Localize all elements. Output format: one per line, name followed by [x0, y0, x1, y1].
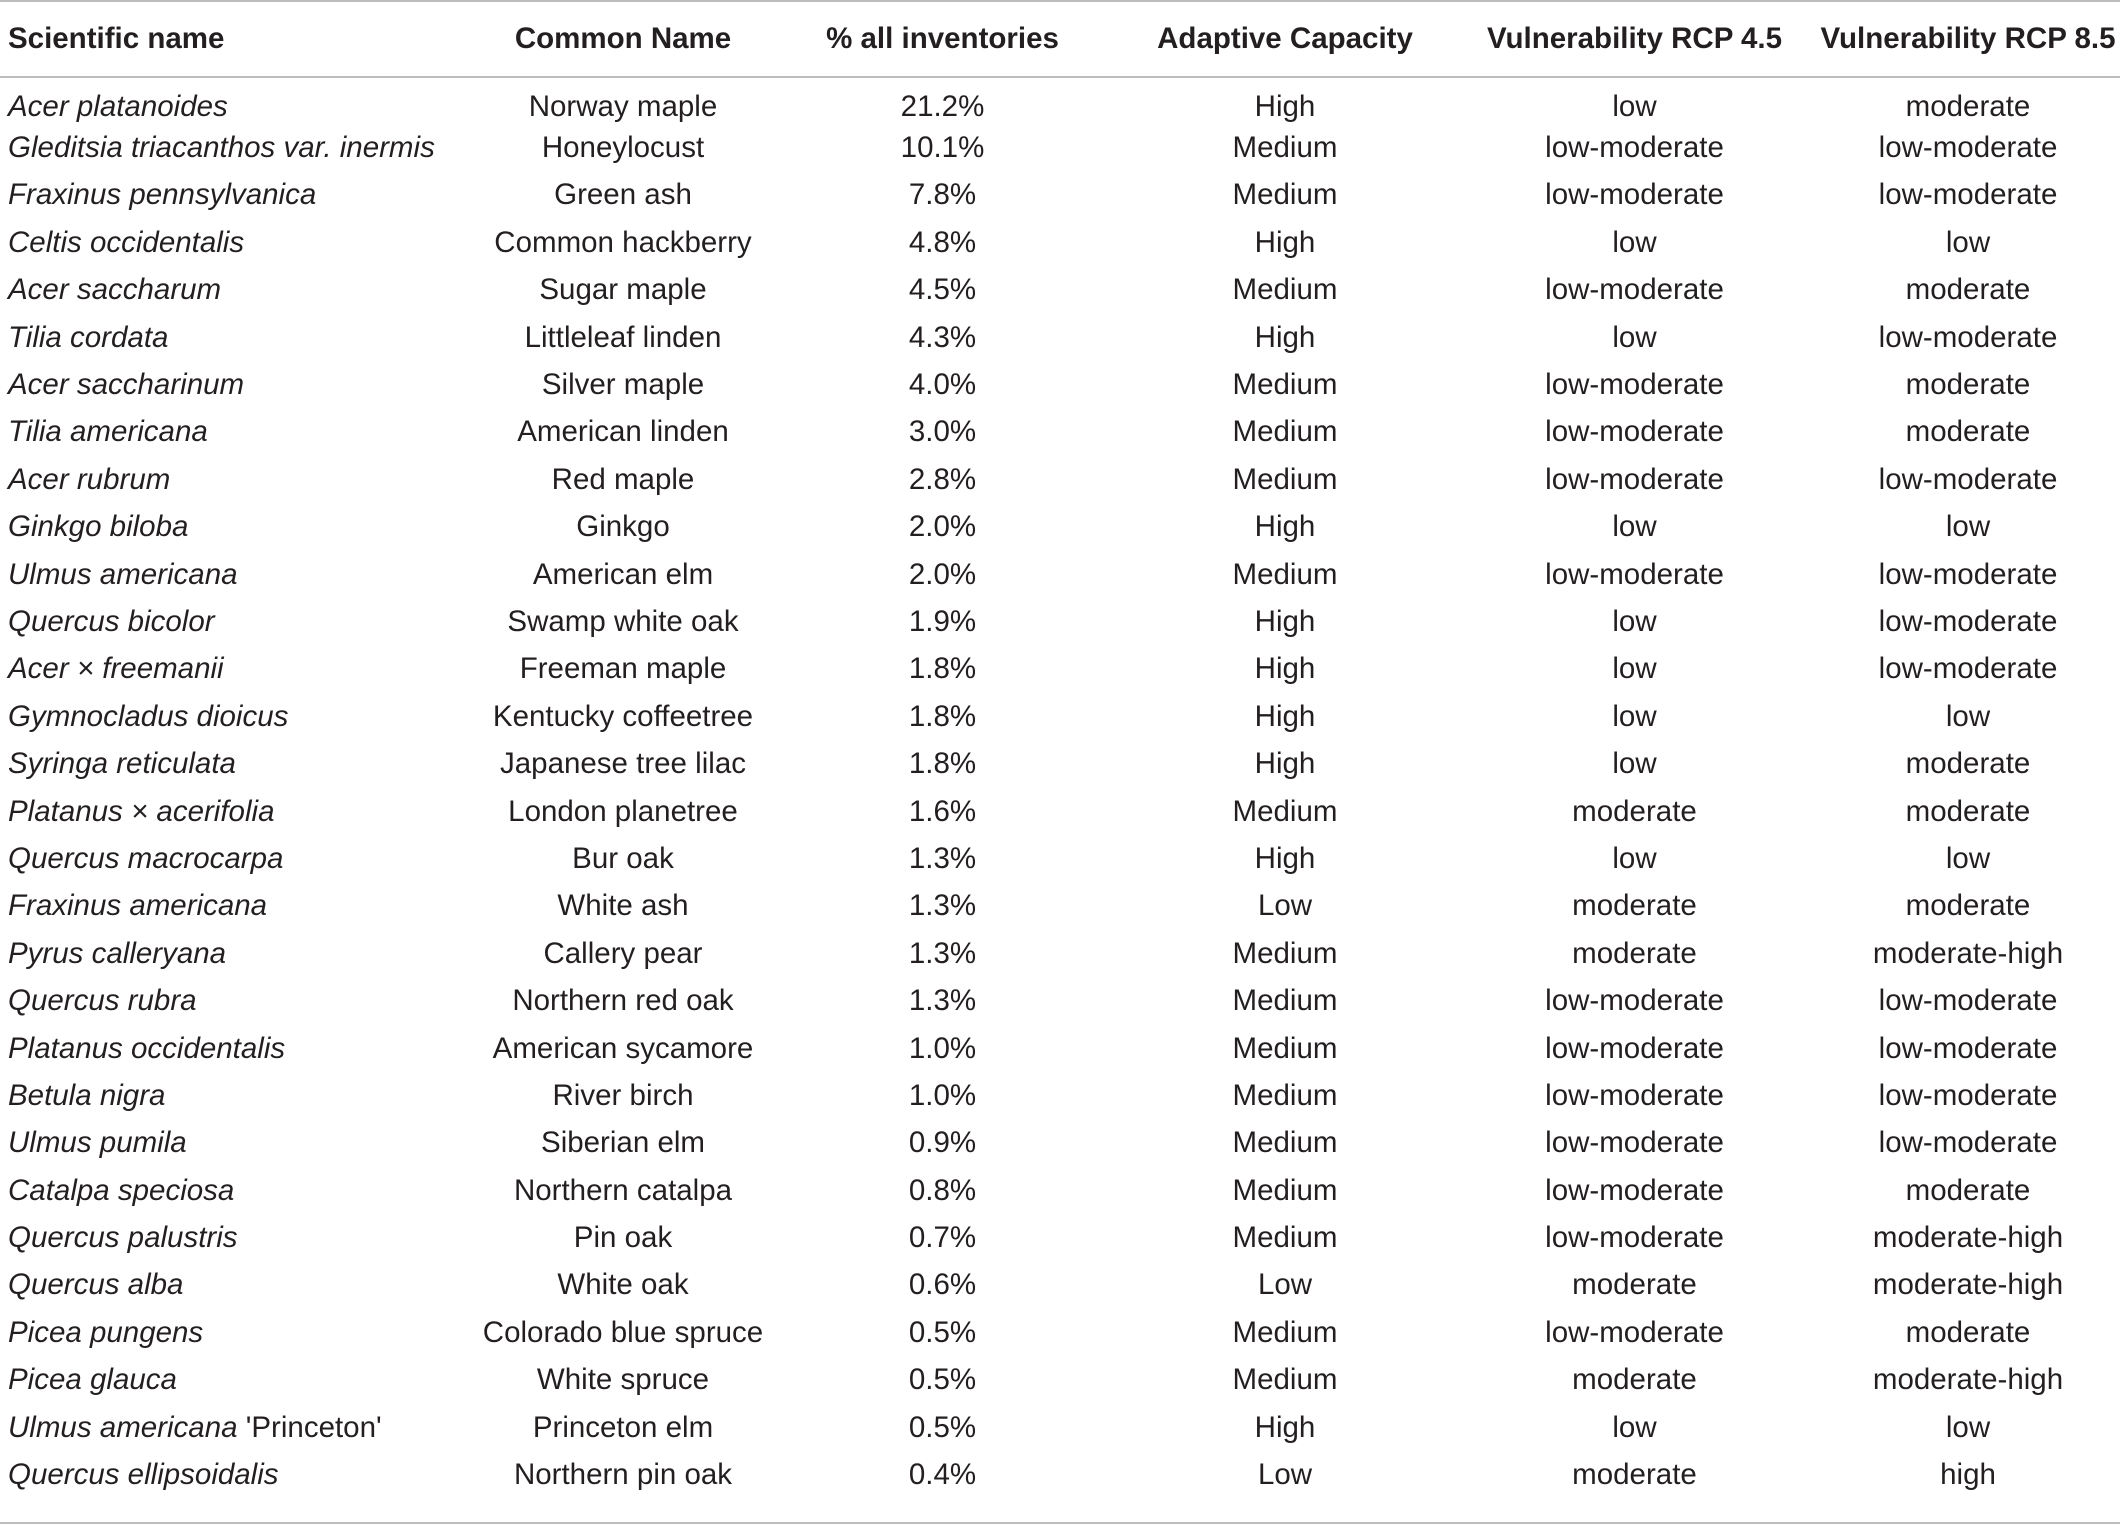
cell-vulnerability-rcp85: moderate-high — [1872, 1363, 2064, 1397]
table-row — [0, 1262, 2120, 1309]
table-row — [0, 1404, 2120, 1451]
cell-common-name: American elm — [532, 557, 714, 591]
cell-percent-inventories: 0.4% — [908, 1458, 977, 1492]
header-vulnerability-rcp85: Vulnerability RCP 8.5 — [1816, 1, 2120, 77]
cell-vulnerability-rcp45: low — [1612, 225, 1657, 259]
cell-scientific-name — [0, 977, 478, 1024]
scientific-name-text: Fraxinus pennsylvanica — [8, 178, 317, 212]
cell-adaptive-capacity: Medium — [1232, 936, 1338, 970]
cultivar-name-text: 'Princeton' — [237, 1410, 382, 1444]
cell-adaptive-capacity: Medium — [1232, 1315, 1338, 1349]
table-row — [0, 551, 2120, 598]
cell-vulnerability-rcp85: moderate — [1905, 368, 2031, 402]
cell-vulnerability-rcp85: low-moderate — [1878, 1126, 2058, 1160]
table-row — [0, 361, 2120, 408]
scientific-name-text: Pyrus calleryana — [8, 936, 227, 970]
cell-common-name: Kentucky coffeetree — [492, 699, 754, 733]
cell-common-name: Northern pin oak — [513, 1458, 733, 1492]
cell-adaptive-capacity: High — [1254, 90, 1316, 124]
cell-adaptive-capacity: Medium — [1232, 368, 1338, 402]
scientific-name-text: Acer saccharum — [8, 273, 222, 307]
table-row — [0, 740, 2120, 787]
cell-percent-inventories: 21.2% — [900, 90, 985, 124]
table-row — [0, 1214, 2120, 1261]
cell-vulnerability-rcp85: low-moderate — [1878, 178, 2058, 212]
cell-percent-inventories: 2.0% — [908, 510, 977, 544]
cell-vulnerability-rcp85: low-moderate — [1878, 462, 2058, 496]
cell-percent-inventories: 0.5% — [908, 1315, 977, 1349]
table-row — [0, 1072, 2120, 1119]
table-row — [0, 1120, 2120, 1167]
table-row — [0, 219, 2120, 266]
cell-scientific-name — [0, 1451, 478, 1498]
cell-scientific-name — [0, 1262, 478, 1309]
cell-vulnerability-rcp85: moderate — [1905, 747, 2031, 781]
header-row — [0, 1, 2120, 77]
header-adaptive-capacity: Adaptive Capacity — [1117, 1, 1453, 77]
cell-vulnerability-rcp45: low — [1612, 699, 1657, 733]
cell-vulnerability-rcp45: low-moderate — [1545, 1031, 1724, 1065]
cell-common-name: Ginkgo — [576, 510, 670, 544]
cell-percent-inventories: 0.5% — [908, 1363, 977, 1397]
cell-common-name: Callery pear — [543, 936, 703, 970]
cell-common-name: London planetree — [508, 794, 738, 828]
cell-percent-inventories: 4.0% — [908, 368, 977, 402]
cell-vulnerability-rcp45: moderate — [1572, 1363, 1697, 1397]
cell-common-name: Northern red oak — [512, 984, 734, 1018]
cell-vulnerability-rcp85: low — [1945, 841, 1991, 875]
scientific-name-text: Betula nigra — [8, 1078, 166, 1112]
cell-vulnerability-rcp85: moderate — [1905, 90, 2031, 124]
cell-percent-inventories: 0.5% — [908, 1410, 977, 1444]
table-row — [0, 314, 2120, 361]
cell-common-name: White oak — [557, 1268, 689, 1302]
cell-vulnerability-rcp85: low-moderate — [1878, 1031, 2058, 1065]
cell-percent-inventories: 1.8% — [908, 652, 977, 686]
cell-common-name: River birch — [552, 1078, 694, 1112]
cell-percent-inventories: 0.6% — [908, 1268, 977, 1302]
cell-scientific-name — [0, 409, 478, 456]
cell-vulnerability-rcp45: moderate — [1572, 889, 1697, 923]
cell-adaptive-capacity: Low — [1257, 1268, 1313, 1302]
table-row — [0, 1357, 2120, 1404]
cell-common-name: Sugar maple — [539, 273, 707, 307]
cell-adaptive-capacity: High — [1254, 320, 1316, 354]
table-row — [0, 1167, 2120, 1214]
cell-vulnerability-rcp85: low-moderate — [1878, 1078, 2058, 1112]
cell-vulnerability-rcp85: moderate — [1905, 273, 2031, 307]
cell-vulnerability-rcp45: low-moderate — [1545, 1315, 1724, 1349]
cell-percent-inventories: 1.8% — [908, 699, 977, 733]
cell-vulnerability-rcp45: low-moderate — [1545, 368, 1724, 402]
cell-vulnerability-rcp45: low-moderate — [1545, 462, 1724, 496]
table-bottom-rule — [0, 1522, 2120, 1524]
cell-vulnerability-rcp45: low-moderate — [1545, 1078, 1724, 1112]
cell-vulnerability-rcp45: low — [1612, 652, 1657, 686]
cell-vulnerability-rcp85: low-moderate — [1878, 652, 2058, 686]
cell-vulnerability-rcp85: moderate-high — [1872, 936, 2064, 970]
cell-adaptive-capacity: Medium — [1232, 1078, 1338, 1112]
cell-adaptive-capacity: High — [1254, 1410, 1316, 1444]
cell-adaptive-capacity: High — [1254, 747, 1316, 781]
cell-common-name: Common hackberry — [494, 225, 752, 259]
cell-vulnerability-rcp45: low-moderate — [1545, 557, 1724, 591]
cell-adaptive-capacity: Medium — [1232, 1221, 1338, 1255]
scientific-name-text: Tilia cordata — [8, 320, 169, 354]
cell-scientific-name — [0, 1357, 478, 1404]
cell-vulnerability-rcp45: low-moderate — [1545, 178, 1724, 212]
cell-adaptive-capacity: High — [1254, 510, 1316, 544]
table-row — [0, 124, 2120, 171]
cell-vulnerability-rcp45: low — [1612, 510, 1657, 544]
cell-scientific-name — [0, 1025, 478, 1072]
cell-vulnerability-rcp45: low — [1612, 1410, 1657, 1444]
cell-common-name: Red maple — [551, 462, 695, 496]
cell-scientific-name — [0, 693, 478, 740]
cell-common-name: Honeylocust — [541, 131, 705, 165]
cell-adaptive-capacity: Medium — [1232, 1031, 1338, 1065]
table-row — [0, 267, 2120, 314]
cell-common-name: Pin oak — [573, 1221, 673, 1255]
cell-vulnerability-rcp85: moderate — [1905, 794, 2031, 828]
cell-vulnerability-rcp85: low-moderate — [1878, 984, 2058, 1018]
scientific-name-text: Quercus rubra — [8, 984, 197, 1018]
cell-vulnerability-rcp85: low-moderate — [1878, 557, 2058, 591]
cell-scientific-name — [0, 456, 478, 503]
cell-vulnerability-rcp45: moderate — [1572, 1458, 1697, 1492]
cell-scientific-name — [0, 835, 478, 882]
cell-common-name: Bur oak — [572, 841, 674, 875]
cell-adaptive-capacity: Medium — [1232, 178, 1338, 212]
scientific-name-text: Acer rubrum — [8, 462, 171, 496]
cell-scientific-name — [0, 267, 478, 314]
cell-percent-inventories: 1.3% — [908, 889, 977, 923]
cell-percent-inventories: 3.0% — [908, 415, 977, 449]
scientific-name-text: Picea pungens — [8, 1315, 204, 1349]
cell-adaptive-capacity: Low — [1257, 889, 1313, 923]
cell-common-name: Northern catalpa — [513, 1173, 733, 1207]
cell-percent-inventories: 1.0% — [908, 1031, 977, 1065]
cell-percent-inventories: 1.9% — [908, 604, 977, 638]
scientific-name-text: Fraxinus americana — [8, 889, 268, 923]
cell-scientific-name — [0, 1214, 478, 1261]
scientific-name-text: Ulmus americana — [8, 557, 238, 591]
cell-percent-inventories: 1.3% — [908, 936, 977, 970]
cell-adaptive-capacity: Medium — [1232, 984, 1338, 1018]
cell-scientific-name — [0, 1167, 478, 1214]
table-row — [0, 77, 2120, 124]
cell-adaptive-capacity: High — [1254, 652, 1316, 686]
cell-scientific-name — [0, 930, 478, 977]
cell-scientific-name — [0, 314, 478, 361]
cell-adaptive-capacity: Medium — [1232, 462, 1338, 496]
cell-vulnerability-rcp85: low-moderate — [1878, 604, 2058, 638]
cell-common-name: Littleleaf linden — [524, 320, 722, 354]
cell-percent-inventories: 7.8% — [908, 178, 977, 212]
table-row — [0, 1025, 2120, 1072]
cell-vulnerability-rcp85: moderate — [1905, 1173, 2031, 1207]
scientific-name-text: Quercus palustris — [8, 1221, 238, 1255]
table-row — [0, 930, 2120, 977]
cell-common-name: Silver maple — [541, 368, 705, 402]
cell-vulnerability-rcp45: low — [1612, 320, 1657, 354]
scientific-name-text: Platanus × acerifolia — [8, 794, 275, 828]
cell-adaptive-capacity: Medium — [1232, 1126, 1338, 1160]
cell-vulnerability-rcp85: low-moderate — [1878, 131, 2058, 165]
cell-common-name: American sycamore — [492, 1031, 754, 1065]
cell-vulnerability-rcp45: low — [1612, 604, 1657, 638]
cell-adaptive-capacity: High — [1254, 225, 1316, 259]
table-row — [0, 977, 2120, 1024]
cell-adaptive-capacity: Medium — [1232, 794, 1338, 828]
cell-vulnerability-rcp45: moderate — [1572, 1268, 1697, 1302]
cell-scientific-name — [0, 1309, 478, 1356]
scientific-name-text: Platanus occidentalis — [8, 1031, 286, 1065]
cell-vulnerability-rcp45: moderate — [1572, 936, 1697, 970]
cell-common-name: Norway maple — [528, 90, 718, 124]
cell-vulnerability-rcp45: low-moderate — [1545, 415, 1724, 449]
cell-vulnerability-rcp45: low-moderate — [1545, 1173, 1724, 1207]
scientific-name-text: Gymnocladus dioicus — [8, 699, 289, 733]
cell-scientific-name — [0, 883, 478, 930]
cell-percent-inventories: 0.8% — [908, 1173, 977, 1207]
cell-scientific-name — [0, 361, 478, 408]
cell-adaptive-capacity: High — [1254, 699, 1316, 733]
cell-scientific-name — [0, 1404, 478, 1451]
cell-percent-inventories: 2.0% — [908, 557, 977, 591]
cell-scientific-name — [0, 740, 478, 787]
scientific-name-text: Ulmus pumila — [8, 1126, 187, 1160]
table-row — [0, 172, 2120, 219]
cell-adaptive-capacity: Medium — [1232, 415, 1338, 449]
cell-adaptive-capacity: Low — [1257, 1458, 1313, 1492]
cell-percent-inventories: 1.8% — [908, 747, 977, 781]
cell-vulnerability-rcp45: low-moderate — [1545, 273, 1724, 307]
cell-scientific-name — [0, 504, 478, 551]
scientific-name-text: Catalpa speciosa — [8, 1173, 235, 1207]
cell-percent-inventories: 2.8% — [908, 462, 977, 496]
cell-scientific-name — [0, 77, 478, 124]
cell-common-name: Siberian elm — [541, 1126, 705, 1160]
cell-percent-inventories: 1.0% — [908, 1078, 977, 1112]
scientific-name-text: Acer × freemanii — [8, 652, 224, 686]
cell-vulnerability-rcp45: low-moderate — [1545, 1126, 1724, 1160]
cell-vulnerability-rcp85: low-moderate — [1878, 320, 2058, 354]
table-row — [0, 1309, 2120, 1356]
cell-percent-inventories: 1.3% — [908, 841, 977, 875]
table-row — [0, 788, 2120, 835]
cell-scientific-name — [0, 1072, 478, 1119]
cell-vulnerability-rcp45: moderate — [1572, 794, 1697, 828]
scientific-name-text: Acer saccharinum — [8, 368, 245, 402]
cell-vulnerability-rcp85: low — [1945, 699, 1991, 733]
scientific-name-text: Ginkgo biloba — [8, 510, 189, 544]
cell-common-name: Japanese tree lilac — [500, 747, 746, 781]
scientific-name-text: Syringa reticulata — [8, 747, 236, 781]
scientific-name-text: Tilia americana — [8, 415, 208, 449]
cell-vulnerability-rcp45: low — [1612, 841, 1657, 875]
cell-common-name: Colorado blue spruce — [482, 1315, 764, 1349]
table-row — [0, 693, 2120, 740]
scientific-name-text: Acer platanoides — [8, 90, 228, 124]
scientific-name-text: Quercus ellipsoidalis — [8, 1458, 279, 1492]
cell-common-name: White ash — [557, 889, 689, 923]
table-row — [0, 598, 2120, 645]
cell-common-name: Swamp white oak — [507, 604, 739, 638]
cell-percent-inventories: 4.5% — [908, 273, 977, 307]
header-vulnerability-rcp45: Vulnerability RCP 4.5 — [1453, 1, 1816, 77]
scientific-name-text: Picea glauca — [8, 1363, 177, 1397]
scientific-name-text: Quercus alba — [8, 1268, 184, 1302]
cell-vulnerability-rcp85: moderate — [1905, 1315, 2031, 1349]
cell-vulnerability-rcp85: moderate — [1905, 415, 2031, 449]
scientific-name-text: Quercus macrocarpa — [8, 841, 284, 875]
cell-percent-inventories: 0.9% — [908, 1126, 977, 1160]
table-header — [0, 1, 2120, 77]
cell-adaptive-capacity: Medium — [1232, 273, 1338, 307]
cell-scientific-name — [0, 598, 478, 645]
cell-adaptive-capacity: Medium — [1232, 1363, 1338, 1397]
cell-scientific-name — [0, 172, 478, 219]
table-row — [0, 456, 2120, 503]
cell-adaptive-capacity: High — [1254, 604, 1316, 638]
cell-percent-inventories: 10.1% — [900, 131, 985, 165]
table-row — [0, 1451, 2120, 1498]
cell-adaptive-capacity: Medium — [1232, 1173, 1338, 1207]
cell-vulnerability-rcp85: low — [1945, 510, 1991, 544]
cell-vulnerability-rcp85: low — [1945, 225, 1991, 259]
cell-vulnerability-rcp45: low-moderate — [1545, 1221, 1724, 1255]
cell-vulnerability-rcp45: low — [1612, 747, 1657, 781]
cell-adaptive-capacity: Medium — [1232, 557, 1338, 591]
cell-vulnerability-rcp85: moderate-high — [1872, 1268, 2064, 1302]
cell-percent-inventories: 4.8% — [908, 225, 977, 259]
cell-common-name: White spruce — [536, 1363, 710, 1397]
cell-scientific-name — [0, 1120, 478, 1167]
header-percent-inventories: % all inventories — [768, 1, 1117, 77]
cell-vulnerability-rcp85: moderate — [1905, 889, 2031, 923]
cell-common-name: Green ash — [554, 178, 692, 212]
cell-scientific-name — [0, 788, 478, 835]
cell-percent-inventories: 1.6% — [908, 794, 977, 828]
cell-vulnerability-rcp45: low — [1612, 90, 1657, 124]
cell-common-name: American linden — [517, 415, 729, 449]
cell-common-name: Princeton elm — [532, 1410, 714, 1444]
cell-percent-inventories: 1.3% — [908, 984, 977, 1018]
cell-adaptive-capacity: High — [1254, 841, 1316, 875]
cell-vulnerability-rcp85: low — [1945, 1410, 1991, 1444]
header-scientific-name: Scientific name — [0, 1, 478, 77]
table-row — [0, 409, 2120, 456]
cell-scientific-name — [0, 551, 478, 598]
cell-vulnerability-rcp45: low-moderate — [1545, 984, 1724, 1018]
cell-percent-inventories: 0.7% — [908, 1221, 977, 1255]
table-body — [0, 77, 2120, 1499]
scientific-name-text: Quercus bicolor — [8, 604, 215, 638]
cell-vulnerability-rcp85: moderate-high — [1872, 1221, 2064, 1255]
cell-common-name: Freeman maple — [519, 652, 727, 686]
scientific-name-text: Ulmus americana — [8, 1410, 238, 1444]
scientific-name-text: Gleditsia triacanthos var. inermis — [8, 131, 435, 165]
table-row — [0, 504, 2120, 551]
table-row — [0, 646, 2120, 693]
header-common-name: Common Name — [478, 1, 768, 77]
table-row — [0, 835, 2120, 882]
cell-vulnerability-rcp85: high — [1940, 1458, 1996, 1492]
table-row — [0, 883, 2120, 930]
cell-adaptive-capacity: Medium — [1232, 131, 1338, 165]
cell-scientific-name — [0, 219, 478, 266]
cell-vulnerability-rcp45: low-moderate — [1545, 131, 1724, 165]
cell-percent-inventories: 4.3% — [908, 320, 977, 354]
scientific-name-text: Celtis occidentalis — [8, 225, 245, 259]
cell-scientific-name — [0, 124, 478, 171]
cell-scientific-name — [0, 646, 478, 693]
